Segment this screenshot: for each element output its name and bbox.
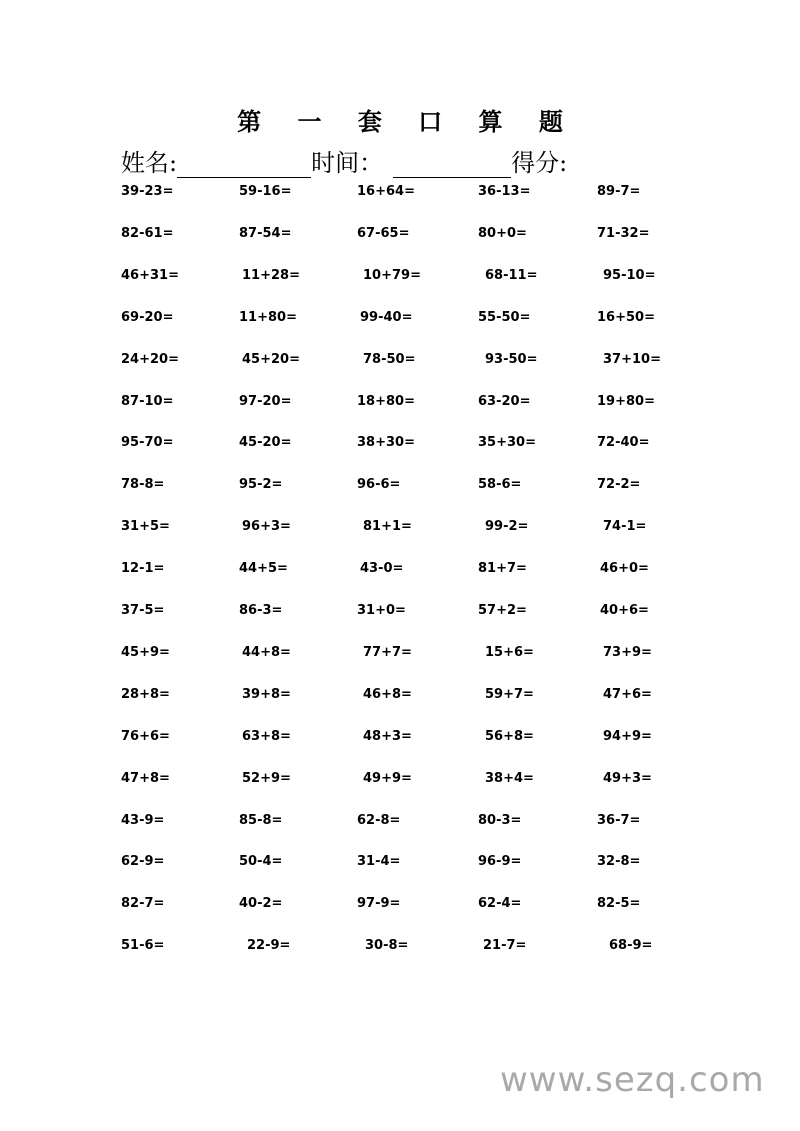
problem-item: 16+64= bbox=[357, 184, 415, 199]
problem-item: 95-10= bbox=[603, 267, 656, 283]
page-title: 第 一 套 口 算 题 bbox=[237, 107, 577, 136]
problem-item: 71-32= bbox=[597, 225, 650, 241]
problem-item: 36-13= bbox=[478, 184, 531, 199]
problem-item: 62-8= bbox=[357, 812, 401, 828]
problem-item: 44+5= bbox=[239, 561, 288, 577]
problem-item: 38+30= bbox=[357, 435, 415, 451]
watermark: www.sezq.com bbox=[500, 1060, 765, 1100]
problem-item: 43-9= bbox=[121, 812, 165, 828]
problem-item: 63-20= bbox=[478, 393, 531, 409]
problem-item: 12-1= bbox=[121, 561, 165, 577]
score-label: 得分: bbox=[511, 149, 568, 177]
name-label: 姓名: bbox=[121, 149, 178, 177]
problem-item: 48+3= bbox=[363, 728, 412, 744]
problem-item: 78-50= bbox=[363, 351, 416, 367]
problem-item: 62-4= bbox=[478, 896, 522, 912]
problem-item: 30-8= bbox=[365, 938, 409, 954]
problem-item: 68-9= bbox=[609, 938, 653, 954]
problem-item: 46+31= bbox=[121, 267, 179, 283]
problem-item: 43-0= bbox=[360, 561, 404, 577]
problem-item: 28+8= bbox=[121, 686, 170, 702]
problem-item: 49+3= bbox=[603, 770, 652, 786]
problem-item: 36-7= bbox=[597, 812, 641, 828]
problem-item: 96-9= bbox=[478, 854, 522, 870]
problem-item: 63+8= bbox=[242, 728, 291, 744]
problem-item: 82-7= bbox=[121, 896, 165, 912]
problem-item: 21-7= bbox=[483, 938, 527, 954]
problem-item: 44+8= bbox=[242, 644, 291, 660]
problem-item: 82-5= bbox=[597, 896, 641, 912]
problem-item: 50-4= bbox=[239, 854, 283, 870]
problem-item: 11+80= bbox=[239, 309, 297, 325]
problem-item: 89-7= bbox=[597, 184, 641, 199]
problem-item: 73+9= bbox=[603, 644, 652, 660]
problem-item: 16+50= bbox=[597, 309, 655, 325]
problem-item: 99-2= bbox=[485, 519, 529, 535]
problem-item: 31-4= bbox=[357, 854, 401, 870]
problem-item: 37-5= bbox=[121, 603, 165, 618]
problem-item: 72-2= bbox=[597, 477, 641, 493]
problem-item: 10+79= bbox=[363, 267, 421, 283]
time-blank[interactable] bbox=[393, 149, 511, 178]
problem-item: 32-8= bbox=[597, 854, 641, 870]
problem-item: 76+6= bbox=[121, 728, 170, 744]
problem-item: 99-40= bbox=[360, 309, 413, 325]
problem-item: 68-11= bbox=[485, 267, 538, 283]
student-info-line bbox=[121, 144, 567, 178]
problem-item: 59-16= bbox=[239, 184, 292, 199]
problem-item: 97-20= bbox=[239, 393, 292, 409]
problem-item: 94+9= bbox=[603, 728, 652, 744]
problem-item: 19+80= bbox=[597, 393, 655, 409]
problem-item: 96+3= bbox=[242, 519, 291, 535]
problem-item: 11+28= bbox=[242, 267, 300, 283]
problem-item: 80-3= bbox=[478, 812, 522, 828]
time-label: 时间： bbox=[311, 149, 384, 177]
problem-item: 38+4= bbox=[485, 770, 534, 786]
problem-item: 69-20= bbox=[121, 309, 174, 325]
problem-item: 56+8= bbox=[485, 728, 534, 744]
problem-item: 40-2= bbox=[239, 896, 283, 912]
problem-item: 62-9= bbox=[121, 854, 165, 870]
problem-item: 45+20= bbox=[242, 351, 300, 367]
problem-item: 24+20= bbox=[121, 351, 179, 367]
problem-item: 93-50= bbox=[485, 351, 538, 367]
problem-item: 45+9= bbox=[121, 644, 170, 660]
name-blank[interactable] bbox=[177, 149, 311, 178]
problem-item: 81+1= bbox=[363, 519, 412, 535]
problem-item: 74-1= bbox=[603, 519, 647, 535]
problem-item: 85-8= bbox=[239, 812, 283, 828]
problem-item: 96-6= bbox=[357, 477, 401, 493]
problem-item: 51-6= bbox=[121, 938, 165, 954]
problem-item: 57+2= bbox=[478, 603, 527, 618]
problem-item: 15+6= bbox=[485, 644, 534, 660]
problem-item: 49+9= bbox=[363, 770, 412, 786]
problem-item: 46+0= bbox=[600, 561, 649, 577]
problem-item: 31+0= bbox=[357, 603, 406, 618]
problem-item: 72-40= bbox=[597, 435, 650, 451]
problem-item: 59+7= bbox=[485, 686, 534, 702]
problem-item: 22-9= bbox=[247, 938, 291, 954]
problem-item: 80+0= bbox=[478, 225, 527, 241]
problem-item: 40+6= bbox=[600, 603, 649, 618]
problem-item: 97-9= bbox=[357, 896, 401, 912]
problem-item: 39+8= bbox=[242, 686, 291, 702]
problem-item: 58-6= bbox=[478, 477, 522, 493]
problem-item: 55-50= bbox=[478, 309, 531, 325]
problem-item: 46+8= bbox=[363, 686, 412, 702]
problem-item: 47+6= bbox=[603, 686, 652, 702]
problem-item: 45-20= bbox=[239, 435, 292, 451]
problem-item: 82-61= bbox=[121, 225, 174, 241]
problem-item: 81+7= bbox=[478, 561, 527, 577]
problem-item: 67-65= bbox=[357, 225, 410, 241]
problem-item: 86-3= bbox=[239, 603, 283, 618]
problem-item: 47+8= bbox=[121, 770, 170, 786]
problem-item: 39-23= bbox=[121, 184, 174, 199]
problem-item: 87-54= bbox=[239, 225, 292, 241]
problem-item: 35+30= bbox=[478, 435, 536, 451]
problem-item: 87-10= bbox=[121, 393, 174, 409]
problem-item: 18+80= bbox=[357, 393, 415, 409]
problem-item: 31+5= bbox=[121, 519, 170, 535]
problem-item: 77+7= bbox=[363, 644, 412, 660]
problem-item: 95-2= bbox=[239, 477, 283, 493]
problem-item: 37+10= bbox=[603, 351, 661, 367]
problem-item: 95-70= bbox=[121, 435, 174, 451]
problem-item: 52+9= bbox=[242, 770, 291, 786]
problem-item: 78-8= bbox=[121, 477, 165, 493]
